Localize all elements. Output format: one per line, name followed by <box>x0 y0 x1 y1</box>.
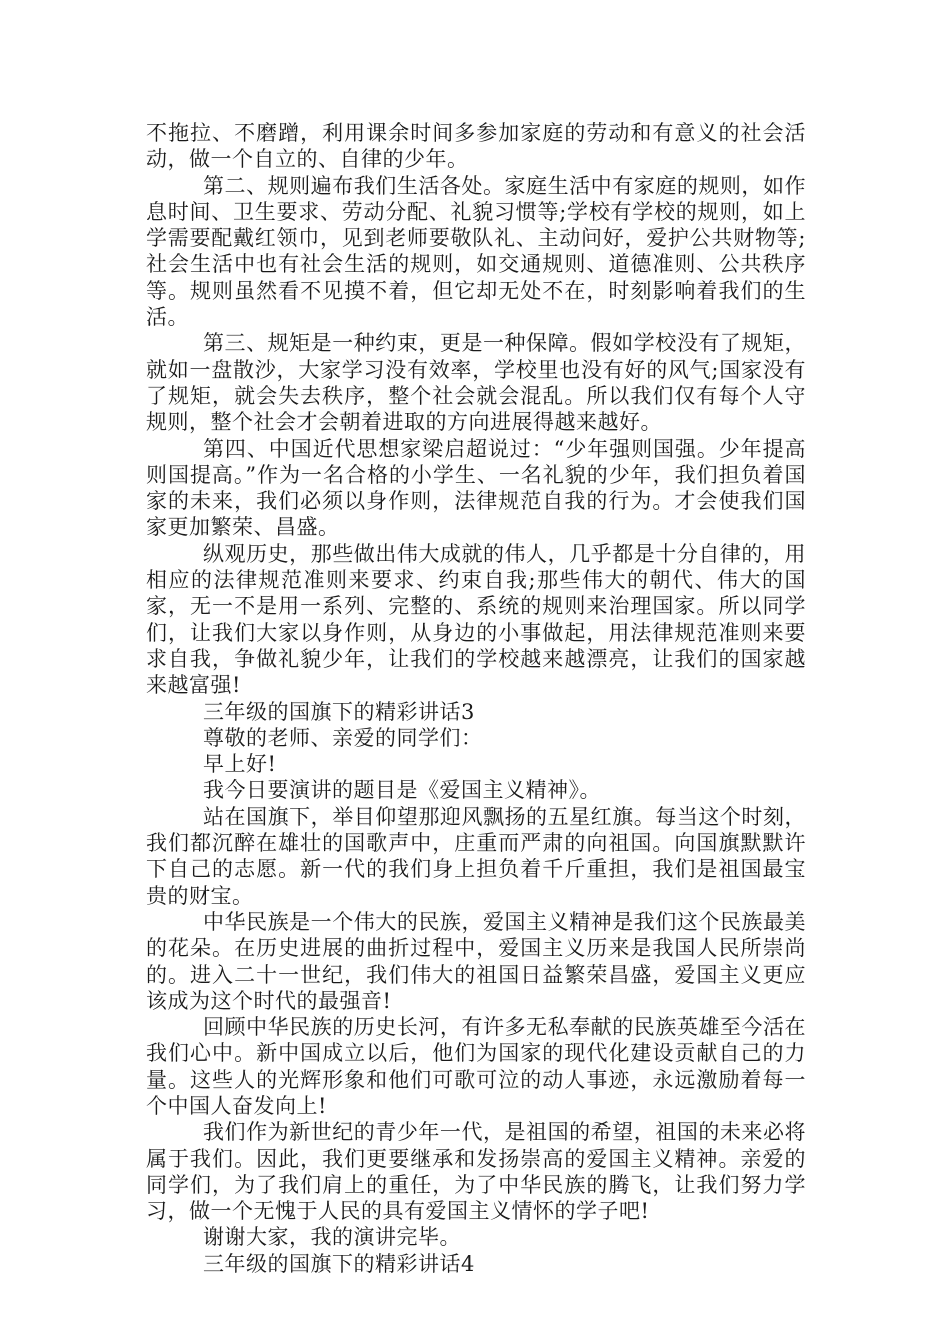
paragraph-rules-everywhere: 第二、规则遍布我们生活各处。家庭生活中有家庭的规则，如作息时间、卫生要求、劳动分配、礼貌习惯等;学校有学校的规则，如上学需要配戴红领巾，见到老师要敬队礼、主动问好，爱护公共财物等;社会生活中也有社会生活的规则，如交通规则、道德准则、公共秩序等。规则虽然看不见摸不着，但它却无处不在，时刻影响着我们的生活。 <box>146 173 806 330</box>
paragraph-history: 纵观历史，那些做出伟大成就的伟人，几乎都是十分自律的，用相应的法律规范准则来要求、约束自我;那些伟大的朝代、伟大的国家，无一不是用一系列、完整的、系统的规则来治理国家。所以同学们，让我们大家以身作则，从身边的小事做起，用法律规范准则来要求自我，争做礼貌少年，让我们的学校越来越漂亮，让我们的国家越来越富强! <box>146 541 806 698</box>
speech-3-heading: 三年级的国旗下的精彩讲话3 <box>203 699 475 724</box>
paragraph-nation: 中华民族是一个伟大的民族，爱国主义精神是我们这个民族最美的花朵。在历史进展的曲折过程中，爱国主义历来是我国人民所崇尚的。进入二十一世纪，我们伟大的祖国日益繁荣昌盛，爱国主义更应该成为这个时代的最强音! <box>146 909 806 1013</box>
document-page <box>146 120 806 1277</box>
paragraph-1: 不拖拉、不磨蹭，利用课余时间多参加家庭的劳动和有意义的社会活动，做一个自立的、自律的少年。 <box>146 121 806 172</box>
paragraph-liang-qichao: 第四、中国近代思想家梁启超说过：“少年强则国强。少年提高则国提高。”作为一名合格的小学生、一名礼貌的少年，我们担负着国家的未来，我们必须以身作则，法律规范自我的行为。才会使我们国家更加繁荣、昌盛。 <box>146 436 806 540</box>
speech-4-heading: 三年级的国旗下的精彩讲话4 <box>203 1251 475 1276</box>
paragraph-heroes: 回顾中华民族的历史长河，有许多无私奉献的民族英雄至今活在我们心中。新中国成立以后，他们为国家的现代化建设贡献自己的力量。这些人的光辉形象和他们可歌可泣的动人事迹，永远激励着每一个中国人奋发向上! <box>146 1015 806 1118</box>
speech-3-topic: 我今日要演讲的题目是《爱国主义精神》。 <box>203 778 601 803</box>
speech-3-closing: 谢谢大家，我的演讲完毕。 <box>203 1225 461 1250</box>
paragraph-flag: 站在国旗下，举目仰望那迎风飘扬的五星红旗。每当这个时刻，我们都沉醉在雄壮的国歌声中，庄重而严肃的向祖国。向国旗默默许下自己的志愿。新一代的我们身上担负着千斤重担，我们是祖国最宝贵的财宝。 <box>146 804 806 908</box>
paragraph-youth: 我们作为新世纪的青少年一代，是祖国的希望，祖国的未来必将属于我们。因此，我们更要继承和发扬崇高的爱国主义精神。亲爱的同学们，为了我们肩上的重任，为了中华民族的腾飞，让我们努力学习，做一个无愧于人民的具有爱国主义情怀的学子吧! <box>146 1120 806 1224</box>
speech-3-salutation: 尊敬的老师、亲爱的同学们： <box>203 725 483 750</box>
paragraph-rules-constraint: 第三、规矩是一种约束，更是一种保障。假如学校没有了规矩，就如一盘散沙，大家学习没有效率，学校里也没有好的风气;国家没有了规矩，就会失去秩序，整个社会就会混乱。所以我们仅有每个人守规则，整个社会才会朝着进取的方向进展得越来越好。 <box>146 331 806 435</box>
speech-3-greeting: 早上好! <box>203 752 277 777</box>
